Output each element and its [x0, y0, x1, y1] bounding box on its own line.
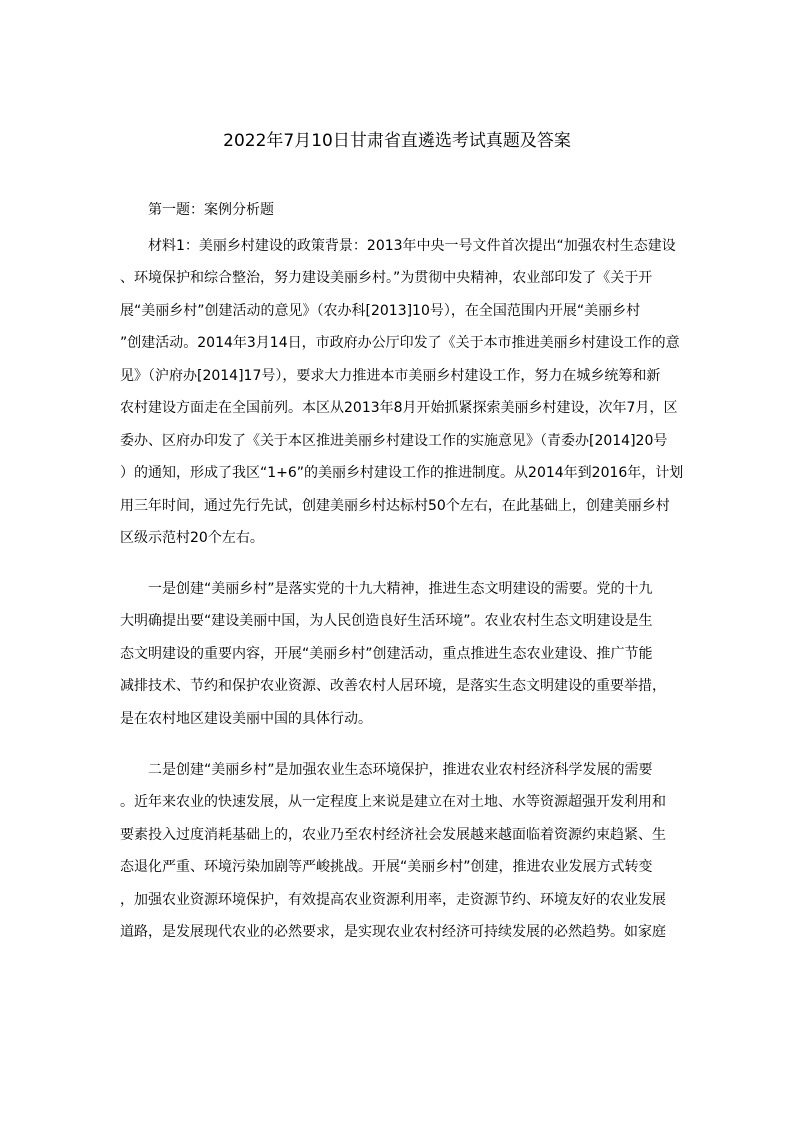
paragraph-line: 大明确提出要“建设美丽中国，为人民创造良好生活环境”。农业农村生态文明建设是生 — [120, 613, 653, 629]
paragraph-line: 农村建设方面走在全国前列。本区从2013年8月开始抓紧探索美丽乡村建设，次年7月，区 — [120, 400, 678, 416]
paragraph-line: 用三年时间，通过先行先试，创建美丽乡村达标村50个左右，在此基础上，创建美丽乡村 — [120, 498, 670, 514]
paragraph-line: ”创建活动。2014年3月14日，市政府办公厅印发了《关于本市推进美丽乡村建设工作的意 — [120, 335, 680, 351]
paragraph-line: ）的通知，形成了我区“1+6”的美丽乡村建设工作的推进制度。从2014年到2016年，计划 — [120, 465, 684, 481]
paragraph-line: 。近年来农业的快速发展，从一定程度上来说是建立在对土地、水等资源超强开发利用和 — [120, 794, 666, 810]
paragraph-line: 、环境保护和综合整治，努力建设美丽乡村。”为贯彻中央精神，农业部印发了《关于开 — [120, 270, 653, 286]
paragraph-line: 区级示范村20个左右。 — [120, 530, 264, 546]
paragraph-line: 态退化严重、环境污染加剧等严峻挑战。开展“美丽乡村”创建，推进农业发展方式转变 — [120, 859, 653, 875]
paragraph-line: 减排技术、节约和保护农业资源、改善农村人居环境，是落实生态文明建设的重要举措， — [120, 678, 666, 694]
paragraph-line: 道路，是发展现代农业的必然要求，是实现农业农村经济可持续发展的必然趋势。如家庭 — [120, 924, 666, 940]
paragraph-line: 要素投入过度消耗基础上的，农业乃至农村经济社会发展越来越面临着资源约束趋紧、生 — [120, 827, 666, 843]
paragraph-line: 展“美丽乡村”创建活动的意见》（农办科[2013]10号），在全国范围内开展“美丽乡村 — [120, 303, 641, 319]
section-heading: 第一题：案例分析题 — [148, 202, 274, 218]
paragraph-line: 委办、区府办印发了《关于本区推进美丽乡村建设工作的实施意见》（青委办[2014]20号 — [120, 433, 668, 449]
paragraph-line: 二是创建“美丽乡村”是加强农业生态环境保护，推进农业农村经济科学发展的需要 — [148, 762, 653, 778]
paragraph-line: 一是创建“美丽乡村”是落实党的十九大精神，推进生态文明建设的需要。党的十九 — [148, 581, 653, 597]
document-title: 2022年7月10日甘肃省直遴选考试真题及答案 — [223, 131, 571, 151]
paragraph-line: ，加强农业资源环境保护，有效提高农业资源利用率，走资源节约、环境友好的农业发展 — [120, 892, 666, 908]
paragraph-line: 见》（沪府办[2014]17号），要求大力推进本市美丽乡村建设工作，努力在城乡统筹和新 — [120, 368, 661, 384]
paragraph-line: 材料1：美丽乡村建设的政策背景：2013年中央一号文件首次提出“加强农村生态建设 — [148, 238, 676, 254]
paragraph-line: 是在农村地区建设美丽中国的具体行动。 — [120, 711, 372, 727]
paragraph-line: 态文明建设的重要内容，开展“美丽乡村”创建活动，重点推进生态农业建设、推广节能 — [120, 646, 653, 662]
